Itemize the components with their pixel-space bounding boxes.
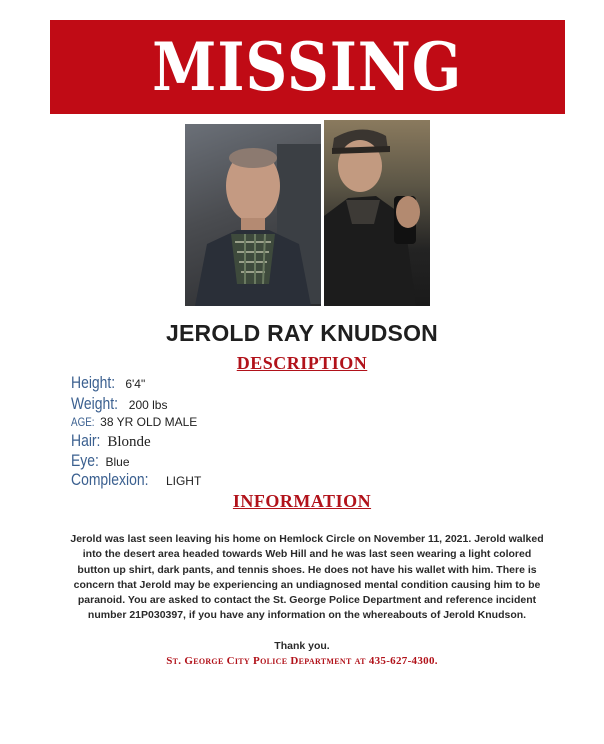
complexion-value: LIGHT: [165, 474, 202, 488]
height-label: Height:: [71, 373, 116, 392]
complexion-row: [71, 470, 201, 490]
person-name: JEROLD RAY KNUDSON: [166, 320, 438, 346]
age-row: [71, 413, 197, 431]
contact-line: St. George City Police Department at 435-627-4300.: [166, 655, 438, 667]
person-photo-icon: [185, 124, 321, 306]
height-row: [71, 373, 145, 393]
weight-label: Weight:: [71, 394, 119, 413]
age-label: AGE:: [71, 415, 95, 429]
eye-value: Blue: [105, 455, 130, 469]
height-value: 6'4": [125, 377, 146, 391]
hair-row: [71, 431, 151, 451]
person-selfie-photo-icon: [324, 120, 430, 306]
banner-title: MISSING: [152, 28, 463, 106]
information-heading: INFORMATION: [232, 491, 372, 511]
eye-label: Eye:: [71, 451, 99, 470]
eye-row: [71, 451, 130, 471]
hair-label: Hair:: [71, 431, 101, 450]
weight-value: 200 lbs: [128, 398, 168, 412]
missing-banner: [50, 20, 565, 114]
description-heading: DESCRIPTION: [236, 353, 368, 373]
person-photo-right: [324, 120, 430, 306]
weight-row: [71, 394, 167, 414]
thanks-text: Thank you.: [274, 640, 330, 652]
person-photo-left: [185, 124, 321, 306]
hair-value: Blonde: [107, 434, 151, 450]
age-value: 38 YR OLD MALE: [100, 415, 198, 429]
complexion-label: Complexion:: [71, 470, 149, 489]
information-paragraph: Jerold was last seen leaving his home on Hemlock Circle on November 11, 2021. Jerold walked into the desert area headed towards Web Hill and he was last seen wearing a light colored button up shirt, dark pants, and tennis shoes. He does not have his wallet with him. There is concern that Jerold may be experiencing an undiagnosed mental condition causing him to be paranoid. You are asked to contact the St. George Police Department and reference incident number 21P030397, if you have any information on the whereabouts of Jerold Knudson.: [70, 533, 544, 622]
